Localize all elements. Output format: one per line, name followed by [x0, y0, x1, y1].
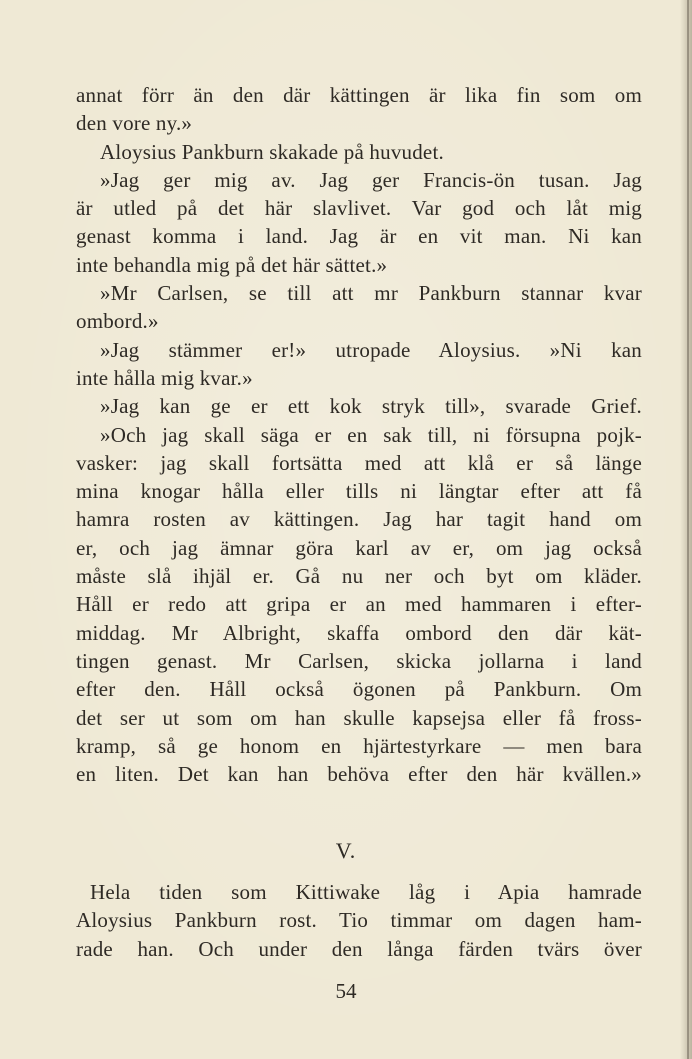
text-line: ombord.» [76, 309, 159, 334]
text-line: »Och jag skall säga er en sak till, ni försupna pojk- [100, 422, 642, 447]
text-line: »Jag stämmer er!» utropade Aloysius. »Ni kan [100, 337, 642, 362]
text-line: Håll er redo att gripa er an med hammaren i efter- [76, 592, 642, 617]
text-line: en liten. Det kan han behöva efter den här kvällen.» [76, 762, 642, 787]
text-line: inte hålla mig kvar.» [76, 365, 253, 390]
text-line: är utled på det här slavlivet. Var god och låt mig [76, 196, 642, 221]
text-line: annat förr än den där kättingen är lika fin som om [76, 83, 642, 107]
text-line: den vore ny.» [76, 111, 193, 136]
text-line: måste slå ihjäl er. Gå nu ner och byt om kläder. [76, 564, 642, 589]
page-number: 54 [335, 979, 357, 1003]
text-line: det ser ut som om han skulle kapsejsa eller få fross- [76, 705, 642, 730]
text-line: vasker: jag skall fortsätta med att klå er så länge [76, 450, 642, 475]
text-line: rade han. Och under den långa färden tvärs över [76, 936, 642, 961]
text-line: mina knogar hålla eller tills ni längtar efter att få [76, 479, 642, 504]
text-line: »Jag kan ge er ett kok stryk till», svarade Grief. [100, 394, 642, 419]
text-line: »Mr Carlsen, se till att mr Pankburn stannar kvar [100, 281, 642, 306]
body-text [76, 81, 642, 788]
page-edge-line [687, 0, 689, 1059]
text-line: middag. Mr Albright, skaffa ombord den där kät- [76, 620, 642, 645]
text-line: genast komma i land. Jag är en vit man. Ni kan [76, 224, 642, 249]
text-line: er, och jag ämnar göra karl av er, om jag också [76, 535, 642, 560]
text-line: hamra rosten av kättingen. Jag har tagit hand om [76, 507, 642, 532]
chapter-heading: V. [335, 838, 357, 863]
text-line: kramp, så ge honom en hjärtestyrkare — men bara [76, 733, 642, 758]
text-line: Aloysius Pankburn skakade på huvudet. [100, 139, 444, 164]
text-line: Aloysius Pankburn rost. Tio timmar om dagen ham- [76, 908, 642, 933]
page-edge-shadow [680, 0, 692, 1059]
text-line: inte behandla mig på det här sättet.» [76, 252, 388, 277]
text-line: Hela tiden som Kittiwake låg i Apia hamrade [90, 880, 642, 904]
text-line: »Jag ger mig av. Jag ger Francis-ön tusan. Jag [100, 167, 642, 192]
text-line: efter den. Håll också ögonen på Pankburn. Om [76, 677, 642, 702]
chapter-text [76, 878, 642, 963]
text-line: tingen genast. Mr Carlsen, skicka jollarna i land [76, 648, 642, 673]
